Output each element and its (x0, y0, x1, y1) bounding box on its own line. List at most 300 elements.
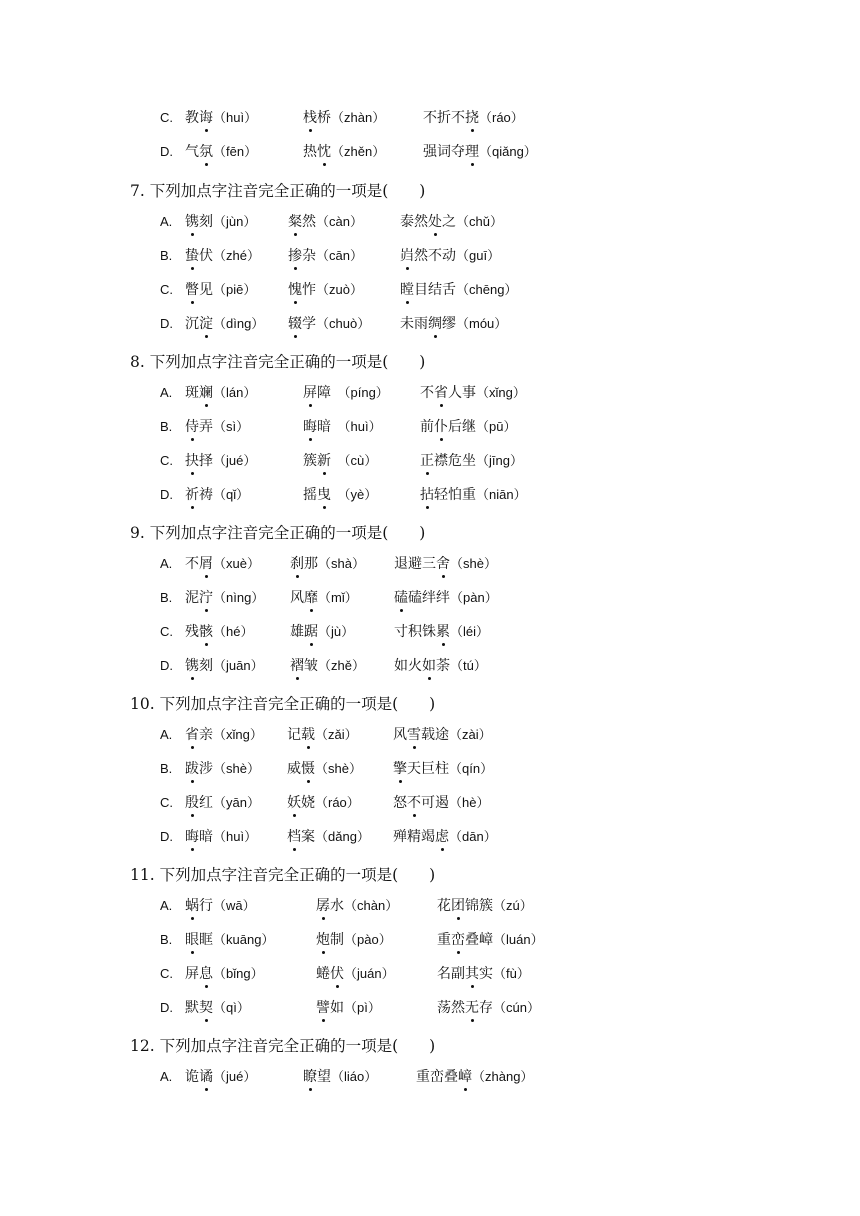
word-item (185, 280, 256, 300)
word-item (394, 554, 497, 574)
emphasis-dot (471, 985, 474, 988)
emphasis-dot (457, 951, 460, 954)
word-text: 譬如 (316, 1000, 344, 1016)
pinyin-text: （huì） (213, 110, 258, 125)
option-letter: D. (160, 1000, 173, 1015)
word-text: 怒不可遏 (393, 795, 449, 811)
emphasis-dot (294, 335, 297, 338)
pinyin-text: （yān） (213, 795, 260, 810)
word-text: 抉择 (185, 453, 213, 469)
pinyin-text: （zhé） (213, 248, 260, 263)
pinyin-text: （guī） (456, 248, 501, 263)
word-item (287, 759, 362, 779)
emphasis-dot (322, 917, 325, 920)
pinyin-text: （dān） (449, 829, 497, 844)
pinyin-text: （juān） (213, 658, 264, 673)
emphasis-dot (440, 404, 443, 407)
option-row (160, 554, 800, 574)
word-text: 擎天巨柱 (393, 761, 449, 777)
word-item (420, 383, 526, 403)
word-text: 热忱 (303, 144, 331, 160)
emphasis-dot (191, 677, 194, 680)
emphasis-dot (294, 233, 297, 236)
question-title: 8. 下列加点字注音完全正确的一项是( ) (130, 353, 426, 371)
word-item (288, 212, 363, 232)
word-text: 辍学 (288, 316, 316, 332)
word-text: 粲然 (288, 214, 316, 230)
word-item (290, 622, 354, 642)
option-row (160, 485, 800, 505)
pinyin-text: （chǔ） (456, 214, 503, 229)
option-letter: A. (160, 898, 173, 913)
option-letter: C. (160, 110, 173, 125)
emphasis-dot (406, 301, 409, 304)
pinyin-text: （chàn） (344, 898, 399, 913)
word-item (393, 793, 489, 813)
word-item (287, 793, 360, 813)
word-text: 晦暗 (303, 419, 331, 435)
emphasis-dot (464, 1088, 467, 1091)
word-item (185, 793, 260, 813)
word-text: 荡然无存 (437, 1000, 493, 1016)
option-row (160, 759, 800, 779)
word-item (185, 212, 256, 232)
word-item (437, 998, 540, 1018)
word-text: 未雨绸缪 (400, 316, 456, 332)
emphasis-dot (441, 848, 444, 851)
pinyin-text: （liáo） (331, 1069, 378, 1084)
word-text: 省亲 (185, 727, 213, 743)
word-text: 岿然不动 (400, 248, 456, 264)
option-letter: B. (160, 590, 173, 605)
emphasis-dot (205, 335, 208, 338)
word-item (185, 930, 274, 950)
emphasis-dot (426, 472, 429, 475)
word-item (316, 896, 398, 916)
word-item (185, 485, 249, 505)
option-row (160, 451, 800, 471)
word-item (185, 725, 263, 745)
word-text: 炮制 (316, 932, 344, 948)
pinyin-text: （chēng） (456, 282, 518, 297)
word-text: 斑斓 (185, 385, 213, 401)
word-item (303, 451, 377, 471)
word-item (185, 383, 256, 403)
emphasis-dot (191, 506, 194, 509)
word-text: 不屑 (185, 556, 213, 572)
pinyin-text: （luán） (493, 932, 544, 947)
option-letter: D. (160, 316, 173, 331)
pinyin-text: （ráo） (479, 110, 524, 125)
pinyin-text: （pū） (476, 419, 517, 434)
emphasis-dot (293, 814, 296, 817)
pinyin-text: （jīng） (476, 453, 523, 468)
pinyin-text: （huì） (331, 419, 382, 434)
emphasis-dot (323, 163, 326, 166)
pinyin-text: （zú） (493, 898, 533, 913)
pinyin-text: （fēn） (213, 144, 258, 159)
word-text: 镌刻 (185, 214, 213, 230)
word-item (316, 998, 381, 1018)
word-item (393, 827, 497, 847)
emphasis-dot (442, 575, 445, 578)
emphasis-dot (471, 129, 474, 132)
word-text: 气氛 (185, 144, 213, 160)
pinyin-text: （juán） (344, 966, 395, 981)
pinyin-text: （ráo） (315, 795, 360, 810)
emphasis-dot (205, 609, 208, 612)
emphasis-dot (322, 1019, 325, 1022)
word-item (316, 930, 392, 950)
word-text: 侍弄 (185, 419, 213, 435)
word-item (185, 108, 257, 128)
emphasis-dot (323, 506, 326, 509)
emphasis-dot (434, 335, 437, 338)
word-item (394, 656, 487, 676)
word-text: 愧怍 (288, 282, 316, 298)
emphasis-dot (205, 404, 208, 407)
emphasis-dot (205, 129, 208, 132)
word-item (420, 451, 523, 471)
option-row (160, 725, 800, 745)
pinyin-text: （dìng） (213, 316, 265, 331)
word-item (303, 1067, 377, 1087)
word-item (420, 417, 516, 437)
emphasis-dot (406, 267, 409, 270)
word-text: 簇新 (303, 453, 331, 469)
word-text: 祈祷 (185, 487, 213, 503)
pinyin-text: （qǐ） (213, 487, 250, 502)
word-text: 如火如荼 (394, 658, 450, 674)
word-text: 跋涉 (185, 761, 213, 777)
emphasis-dot (205, 1019, 208, 1022)
emphasis-dot (309, 129, 312, 132)
pinyin-text: （piē） (213, 282, 257, 297)
pinyin-text: （jù） (318, 624, 355, 639)
pinyin-text: （qiǎng） (479, 144, 537, 159)
word-item (394, 588, 498, 608)
emphasis-dot (309, 438, 312, 441)
emphasis-dot (191, 438, 194, 441)
pinyin-text: （hé） (213, 624, 254, 639)
word-text: 镌刻 (185, 658, 213, 674)
word-item (185, 998, 250, 1018)
option-row (160, 964, 800, 984)
emphasis-dot (457, 917, 460, 920)
option-row (160, 280, 800, 300)
word-text: 不省人事 (420, 385, 476, 401)
word-item (185, 554, 260, 574)
word-item (185, 622, 253, 642)
option-row (160, 108, 800, 128)
word-text: 退避三舍 (394, 556, 450, 572)
pinyin-text: （sì） (213, 419, 250, 434)
emphasis-dot (399, 780, 402, 783)
pinyin-text: （zhě） (318, 658, 365, 673)
emphasis-dot (191, 267, 194, 270)
option-letter: C. (160, 624, 173, 639)
pinyin-text: （dǎng） (315, 829, 370, 844)
option-letter: C. (160, 282, 173, 297)
word-text: 瞠目结舌 (400, 282, 456, 298)
word-item (185, 656, 264, 676)
word-text: 妖娆 (287, 795, 315, 811)
word-text: 正襟危坐 (420, 453, 476, 469)
word-item (303, 142, 385, 162)
emphasis-dot (191, 951, 194, 954)
emphasis-dot (205, 985, 208, 988)
pinyin-text: （tú） (450, 658, 487, 673)
word-item (290, 588, 358, 608)
word-text: 教诲 (185, 110, 213, 126)
emphasis-dot (296, 575, 299, 578)
word-item (288, 246, 363, 266)
pinyin-text: （léi） (450, 624, 490, 639)
option-row (160, 142, 800, 162)
option-letter: B. (160, 419, 173, 434)
word-item (287, 725, 358, 745)
word-item (288, 280, 363, 300)
word-item (423, 142, 537, 162)
emphasis-dot (310, 643, 313, 646)
emphasis-dot (413, 814, 416, 817)
pinyin-text: （lán） (213, 385, 257, 400)
emphasis-dot (205, 575, 208, 578)
option-letter: A. (160, 385, 173, 400)
pinyin-text: （niān） (476, 487, 527, 502)
word-text: 记载 (287, 727, 315, 743)
word-item (185, 451, 256, 471)
pinyin-text: （zhàng） (472, 1069, 534, 1084)
question-title: 7. 下列加点字注音完全正确的一项是( ) (130, 182, 426, 200)
word-item (393, 725, 492, 745)
emphasis-dot (294, 301, 297, 304)
pinyin-text: （zuò） (316, 282, 363, 297)
pinyin-text: （cún） (493, 1000, 540, 1015)
pinyin-text: （jué） (213, 453, 257, 468)
option-row (160, 417, 800, 437)
word-item (393, 759, 493, 779)
pinyin-text: （móu） (456, 316, 508, 331)
word-text: 花团锦簇 (437, 898, 493, 914)
word-item (394, 622, 489, 642)
word-text: 瞥见 (185, 282, 213, 298)
emphasis-dot (191, 917, 194, 920)
word-item (303, 383, 389, 403)
emphasis-dot (191, 814, 194, 817)
word-item (437, 964, 530, 984)
emphasis-dot (442, 643, 445, 646)
pinyin-text: （pào） (344, 932, 392, 947)
word-text: 残骸 (185, 624, 213, 640)
word-text: 屏息 (185, 966, 213, 982)
emphasis-dot (400, 609, 403, 612)
word-text: 雄踞 (290, 624, 318, 640)
word-text: 名副其实 (437, 966, 493, 982)
word-text: 拈轻怕重 (420, 487, 476, 503)
word-item (185, 417, 249, 437)
word-text: 强词夺理 (423, 144, 479, 160)
word-text: 殷红 (185, 795, 213, 811)
word-text: 屏障 (303, 385, 331, 401)
word-text: 威慑 (287, 761, 315, 777)
word-text: 不折不挠 (423, 110, 479, 126)
pinyin-text: （xuè） (213, 556, 260, 571)
word-text: 泰然处之 (400, 214, 456, 230)
emphasis-dot (471, 163, 474, 166)
emphasis-dot (191, 233, 194, 236)
word-item (400, 314, 507, 334)
word-text: 蜗行 (185, 898, 213, 914)
word-item (185, 964, 264, 984)
option-letter: D. (160, 829, 173, 844)
pinyin-text: （zhěn） (331, 144, 386, 159)
option-letter: B. (160, 248, 173, 263)
option-letter: C. (160, 795, 173, 810)
pinyin-text: （shà） (318, 556, 365, 571)
word-text: 风雪载途 (393, 727, 449, 743)
word-text: 寸积铢累 (394, 624, 450, 640)
word-item (400, 212, 503, 232)
word-item (290, 554, 365, 574)
emphasis-dot (191, 472, 194, 475)
word-text: 瞭望 (303, 1069, 331, 1085)
pinyin-text: （chuò） (316, 316, 371, 331)
emphasis-dot (205, 1088, 208, 1091)
pinyin-text: （pàn） (450, 590, 498, 605)
word-text: 诡谲 (185, 1069, 213, 1085)
option-letter: A. (160, 727, 173, 742)
word-item (185, 827, 257, 847)
emphasis-dot (323, 472, 326, 475)
pinyin-text: （hè） (449, 795, 490, 810)
word-item (290, 656, 365, 676)
word-item (303, 417, 382, 437)
word-text: 沉淀 (185, 316, 213, 332)
emphasis-dot (296, 677, 299, 680)
emphasis-dot (294, 267, 297, 270)
option-row (160, 383, 800, 403)
word-text: 风靡 (290, 590, 318, 606)
pinyin-text: （cān） (316, 248, 363, 263)
word-text: 蜷伏 (316, 966, 344, 982)
emphasis-dot (471, 1019, 474, 1022)
emphasis-dot (309, 1088, 312, 1091)
emphasis-dot (191, 848, 194, 851)
emphasis-dot (307, 746, 310, 749)
word-item (437, 896, 533, 916)
word-text: 殚精竭虑 (393, 829, 449, 845)
word-item (185, 588, 264, 608)
emphasis-dot (413, 746, 416, 749)
emphasis-dot (440, 438, 443, 441)
pinyin-text: （shè） (450, 556, 497, 571)
option-row (160, 656, 800, 676)
pinyin-text: （cù） (331, 453, 378, 468)
word-item (185, 896, 256, 916)
word-text: 孱水 (316, 898, 344, 914)
word-text: 默契 (185, 1000, 213, 1016)
option-row (160, 246, 800, 266)
pinyin-text: （nìng） (213, 590, 265, 605)
option-letter: A. (160, 556, 173, 571)
word-item (287, 827, 370, 847)
option-letter: D. (160, 144, 173, 159)
word-item (416, 1067, 533, 1087)
word-item (437, 930, 544, 950)
word-item (185, 246, 260, 266)
pinyin-text: （shè） (213, 761, 260, 776)
pinyin-text: （jùn） (213, 214, 257, 229)
word-text: 前仆后继 (420, 419, 476, 435)
emphasis-dot (426, 506, 429, 509)
option-row (160, 622, 800, 642)
pinyin-text: （píng） (331, 385, 389, 400)
pinyin-text: （yè） (331, 487, 378, 502)
emphasis-dot (307, 780, 310, 783)
option-row (160, 793, 800, 813)
emphasis-dot (205, 643, 208, 646)
word-item (185, 314, 264, 334)
pinyin-text: （huì） (213, 829, 258, 844)
word-text: 褶皱 (290, 658, 318, 674)
emphasis-dot (293, 848, 296, 851)
option-letter: D. (160, 487, 173, 502)
option-row (160, 314, 800, 334)
word-text: 掺杂 (288, 248, 316, 264)
pinyin-text: （mǐ） (318, 590, 358, 605)
word-item (303, 485, 377, 505)
option-letter: B. (160, 932, 173, 947)
option-row (160, 998, 800, 1018)
option-letter: D. (160, 658, 173, 673)
pinyin-text: （zǎi） (315, 727, 358, 742)
word-item (185, 1067, 256, 1087)
word-item (185, 759, 260, 779)
word-text: 磕磕绊绊 (394, 590, 450, 606)
emphasis-dot (191, 746, 194, 749)
word-item (303, 108, 385, 128)
emphasis-dot (205, 163, 208, 166)
word-text: 重峦叠嶂 (416, 1069, 472, 1085)
pinyin-text: （zài） (449, 727, 492, 742)
pinyin-text: （qì） (213, 1000, 250, 1015)
word-item (185, 142, 257, 162)
emphasis-dot (322, 951, 325, 954)
option-letter: C. (160, 966, 173, 981)
option-row (160, 930, 800, 950)
question-title: 11. 下列加点字注音完全正确的一项是( ) (130, 866, 436, 884)
emphasis-dot (310, 609, 313, 612)
emphasis-dot (428, 677, 431, 680)
word-item (316, 964, 395, 984)
question-title: 9. 下列加点字注音完全正确的一项是( ) (130, 524, 426, 542)
emphasis-dot (191, 780, 194, 783)
emphasis-dot (336, 985, 339, 988)
emphasis-dot (309, 404, 312, 407)
pinyin-text: （wā） (213, 898, 256, 913)
pinyin-text: （qín） (449, 761, 494, 776)
pinyin-text: （pì） (344, 1000, 381, 1015)
pinyin-text: （bǐng） (213, 966, 264, 981)
word-text: 栈桥 (303, 110, 331, 126)
option-letter: A. (160, 1069, 173, 1084)
pinyin-text: （kuāng） (213, 932, 275, 947)
pinyin-text: （xǐng） (213, 727, 263, 742)
emphasis-dot (191, 301, 194, 304)
pinyin-text: （jué） (213, 1069, 257, 1084)
word-text: 泥泞 (185, 590, 213, 606)
